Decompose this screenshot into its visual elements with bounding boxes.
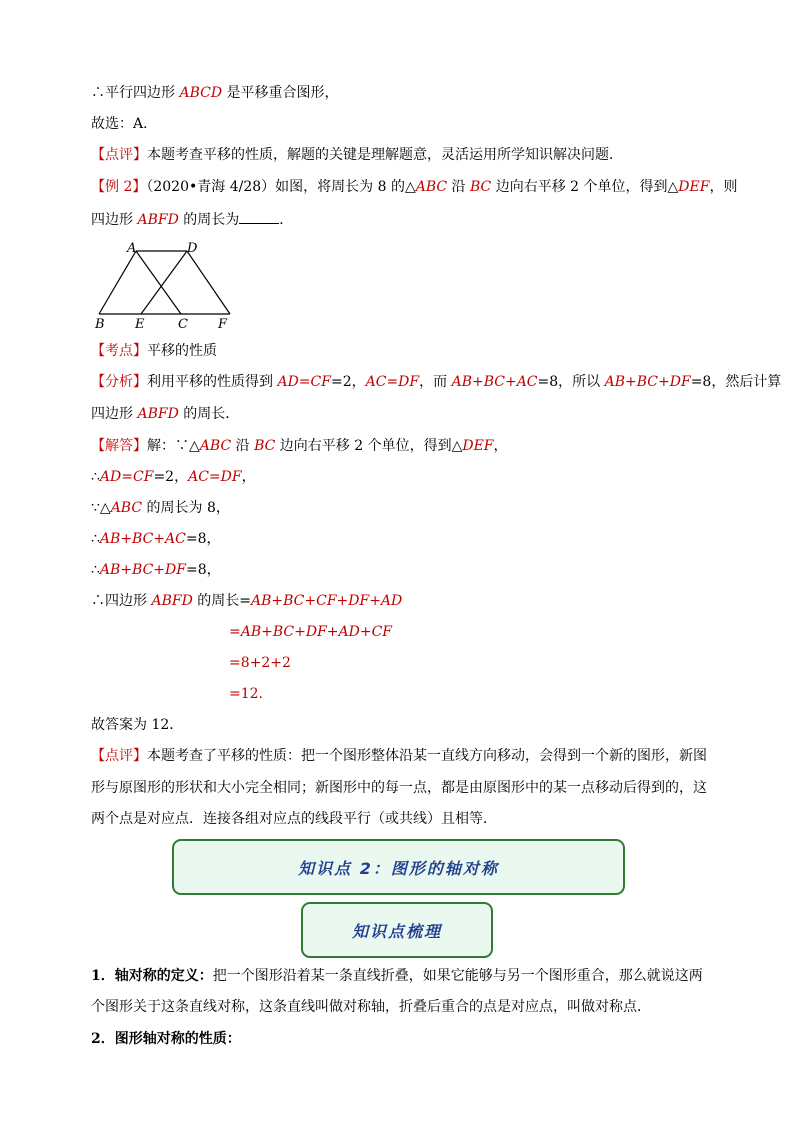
solution-step: =8+2+2 [229, 655, 291, 671]
review-line [91, 145, 623, 165]
definition-line: 个图形关于这条直线对称，这条直线叫做对称轴，折叠后重合的点是对应点，叫做对称点． [91, 999, 651, 1015]
segment-AB [99, 251, 136, 314]
tag-label: 【点评】 [91, 748, 147, 764]
knowledge-point-banner [172, 839, 625, 895]
segment-AC [136, 251, 181, 314]
solution-step: =12． [229, 686, 273, 702]
math-var: ABFD [151, 593, 193, 609]
tag-label: 【分析】 [91, 374, 147, 390]
math-op: = [298, 374, 311, 390]
text: 的周长． [178, 406, 240, 422]
math-var: AB+BC+DF [99, 562, 186, 578]
review-line [91, 746, 707, 766]
math-var: AD [99, 469, 122, 485]
text: ∴ [91, 469, 100, 485]
text: 本题考查了平移的性质：把一个图形整体沿某一直线方向移动，会得到一个新的图形，新图 [147, 748, 707, 764]
text: =2， [330, 374, 366, 390]
math-var: CF [310, 374, 331, 390]
text: ． [279, 212, 294, 228]
text: 四边形 [91, 406, 138, 422]
parallelogram-figure [90, 240, 240, 332]
answer-blank [239, 209, 279, 224]
text: ∴ [91, 562, 100, 578]
math-var: ABC [415, 179, 448, 195]
math-var: ABC [110, 500, 143, 516]
solution-step [91, 591, 402, 611]
definition-title: 1．轴对称的定义： [91, 968, 213, 984]
math-var: DF [220, 469, 242, 485]
banner-title: 知识点梳理 [351, 921, 442, 941]
math-var: ABC [199, 438, 232, 454]
definition-line [91, 966, 703, 986]
text: 的周长为 8， [142, 500, 230, 516]
math-var: DEF [678, 179, 710, 195]
solution-step [91, 560, 221, 580]
text: 的周长为 [178, 212, 240, 228]
tag-label: 【例 2】 [91, 179, 147, 195]
text-line [91, 83, 339, 103]
text: 沿 [447, 179, 470, 195]
text: 是平移重合图形， [222, 85, 339, 101]
label-D: D [187, 241, 198, 256]
review-line: 形与原图形的形状和大小完全相同；新图形中的每一点，都是由原图形中的某一点移动后得到的，这 [91, 780, 707, 796]
text: 把一个图形沿着某一条直线折叠，如果它能够与另一个图形重合，那么就说这两 [212, 968, 703, 984]
text: 的周长= [192, 593, 251, 609]
solution-step [91, 467, 256, 487]
label-F: F [218, 317, 228, 332]
text: （2020•青海 4/28）如图，将周长为 8 的△ [146, 179, 416, 195]
math-op: = [386, 374, 399, 390]
math-var: DF [398, 374, 420, 390]
math-var: AC [188, 469, 209, 485]
summary-banner [301, 902, 493, 958]
math-var: AB+BC+DF [604, 374, 691, 390]
solution-step: =AB+BC+DF+AD+CF [229, 624, 393, 640]
text: 解：∵△ [147, 438, 200, 454]
text: =8，所以 [537, 374, 605, 390]
label-E: E [135, 317, 145, 332]
math-var: ABFD [137, 406, 179, 422]
text: 边向右平移 2 个单位，得到△ [491, 179, 679, 195]
text: ， [493, 438, 508, 454]
banner-title: 知识点 2：图形的轴对称 [298, 858, 499, 878]
math-var: CF [133, 469, 154, 485]
kaodian-line [91, 341, 217, 361]
math-op: = [121, 469, 133, 485]
jieda-line [91, 436, 508, 456]
text: 利用平移的性质得到 [147, 374, 278, 390]
segment-DF [187, 251, 230, 314]
review-line: 两个点是对应点．连接各组对应点的线段平行（或共线）且相等． [91, 811, 497, 827]
text: 四边形 [91, 212, 138, 228]
definition-title: 2．图形轴对称的性质： [91, 1031, 241, 1047]
text: 边向右平移 2 个单位，得到△ [275, 438, 463, 454]
text: 本题考查平移的性质，解题的关键是理解题意，灵活运用所学知识解决问题． [147, 147, 623, 163]
tag-label: 【点评】 [91, 147, 147, 163]
label-C: C [178, 317, 188, 332]
math-var: DEF [462, 438, 494, 454]
solution-step [91, 498, 230, 518]
text: =8， [185, 531, 221, 547]
fenxi-line [91, 404, 239, 424]
example-line [91, 177, 737, 197]
math-var: AB+BC+AC [99, 531, 186, 547]
math-var: AC [365, 374, 387, 390]
math-var: AD [277, 374, 299, 390]
math-var: ABFD [137, 212, 179, 228]
fenxi-line [91, 372, 781, 392]
math-op: = [208, 469, 221, 485]
math-var: AB+BC+AC [451, 374, 538, 390]
text: =2， [153, 469, 189, 485]
example-line [91, 209, 293, 230]
text: ， [241, 469, 256, 485]
segment-DE [141, 251, 187, 314]
math-var: AB+BC+CF+DF+AD [250, 593, 403, 609]
text: =8，然后计算 [690, 374, 782, 390]
tag-label: 【解答】 [91, 438, 147, 454]
text: ∴ [91, 531, 100, 547]
text: ∴平行四边形 [91, 85, 180, 101]
text: 平移的性质 [147, 343, 217, 359]
text-line: 故选：A． [91, 116, 158, 132]
math-var: BC [254, 438, 276, 454]
answer-line: 故答案为 12． [91, 717, 184, 733]
text: ，则 [709, 179, 738, 195]
label-A: A [127, 241, 137, 256]
text: ，而 [419, 374, 452, 390]
text: ∵△ [91, 500, 111, 516]
label-B: B [95, 317, 105, 332]
text: =8， [185, 562, 221, 578]
text: 沿 [231, 438, 255, 454]
math-var: ABCD [179, 85, 223, 101]
solution-step [91, 529, 221, 549]
tag-label: 【考点】 [91, 343, 147, 359]
text: ∴四边形 [91, 593, 152, 609]
math-var: BC [470, 179, 492, 195]
